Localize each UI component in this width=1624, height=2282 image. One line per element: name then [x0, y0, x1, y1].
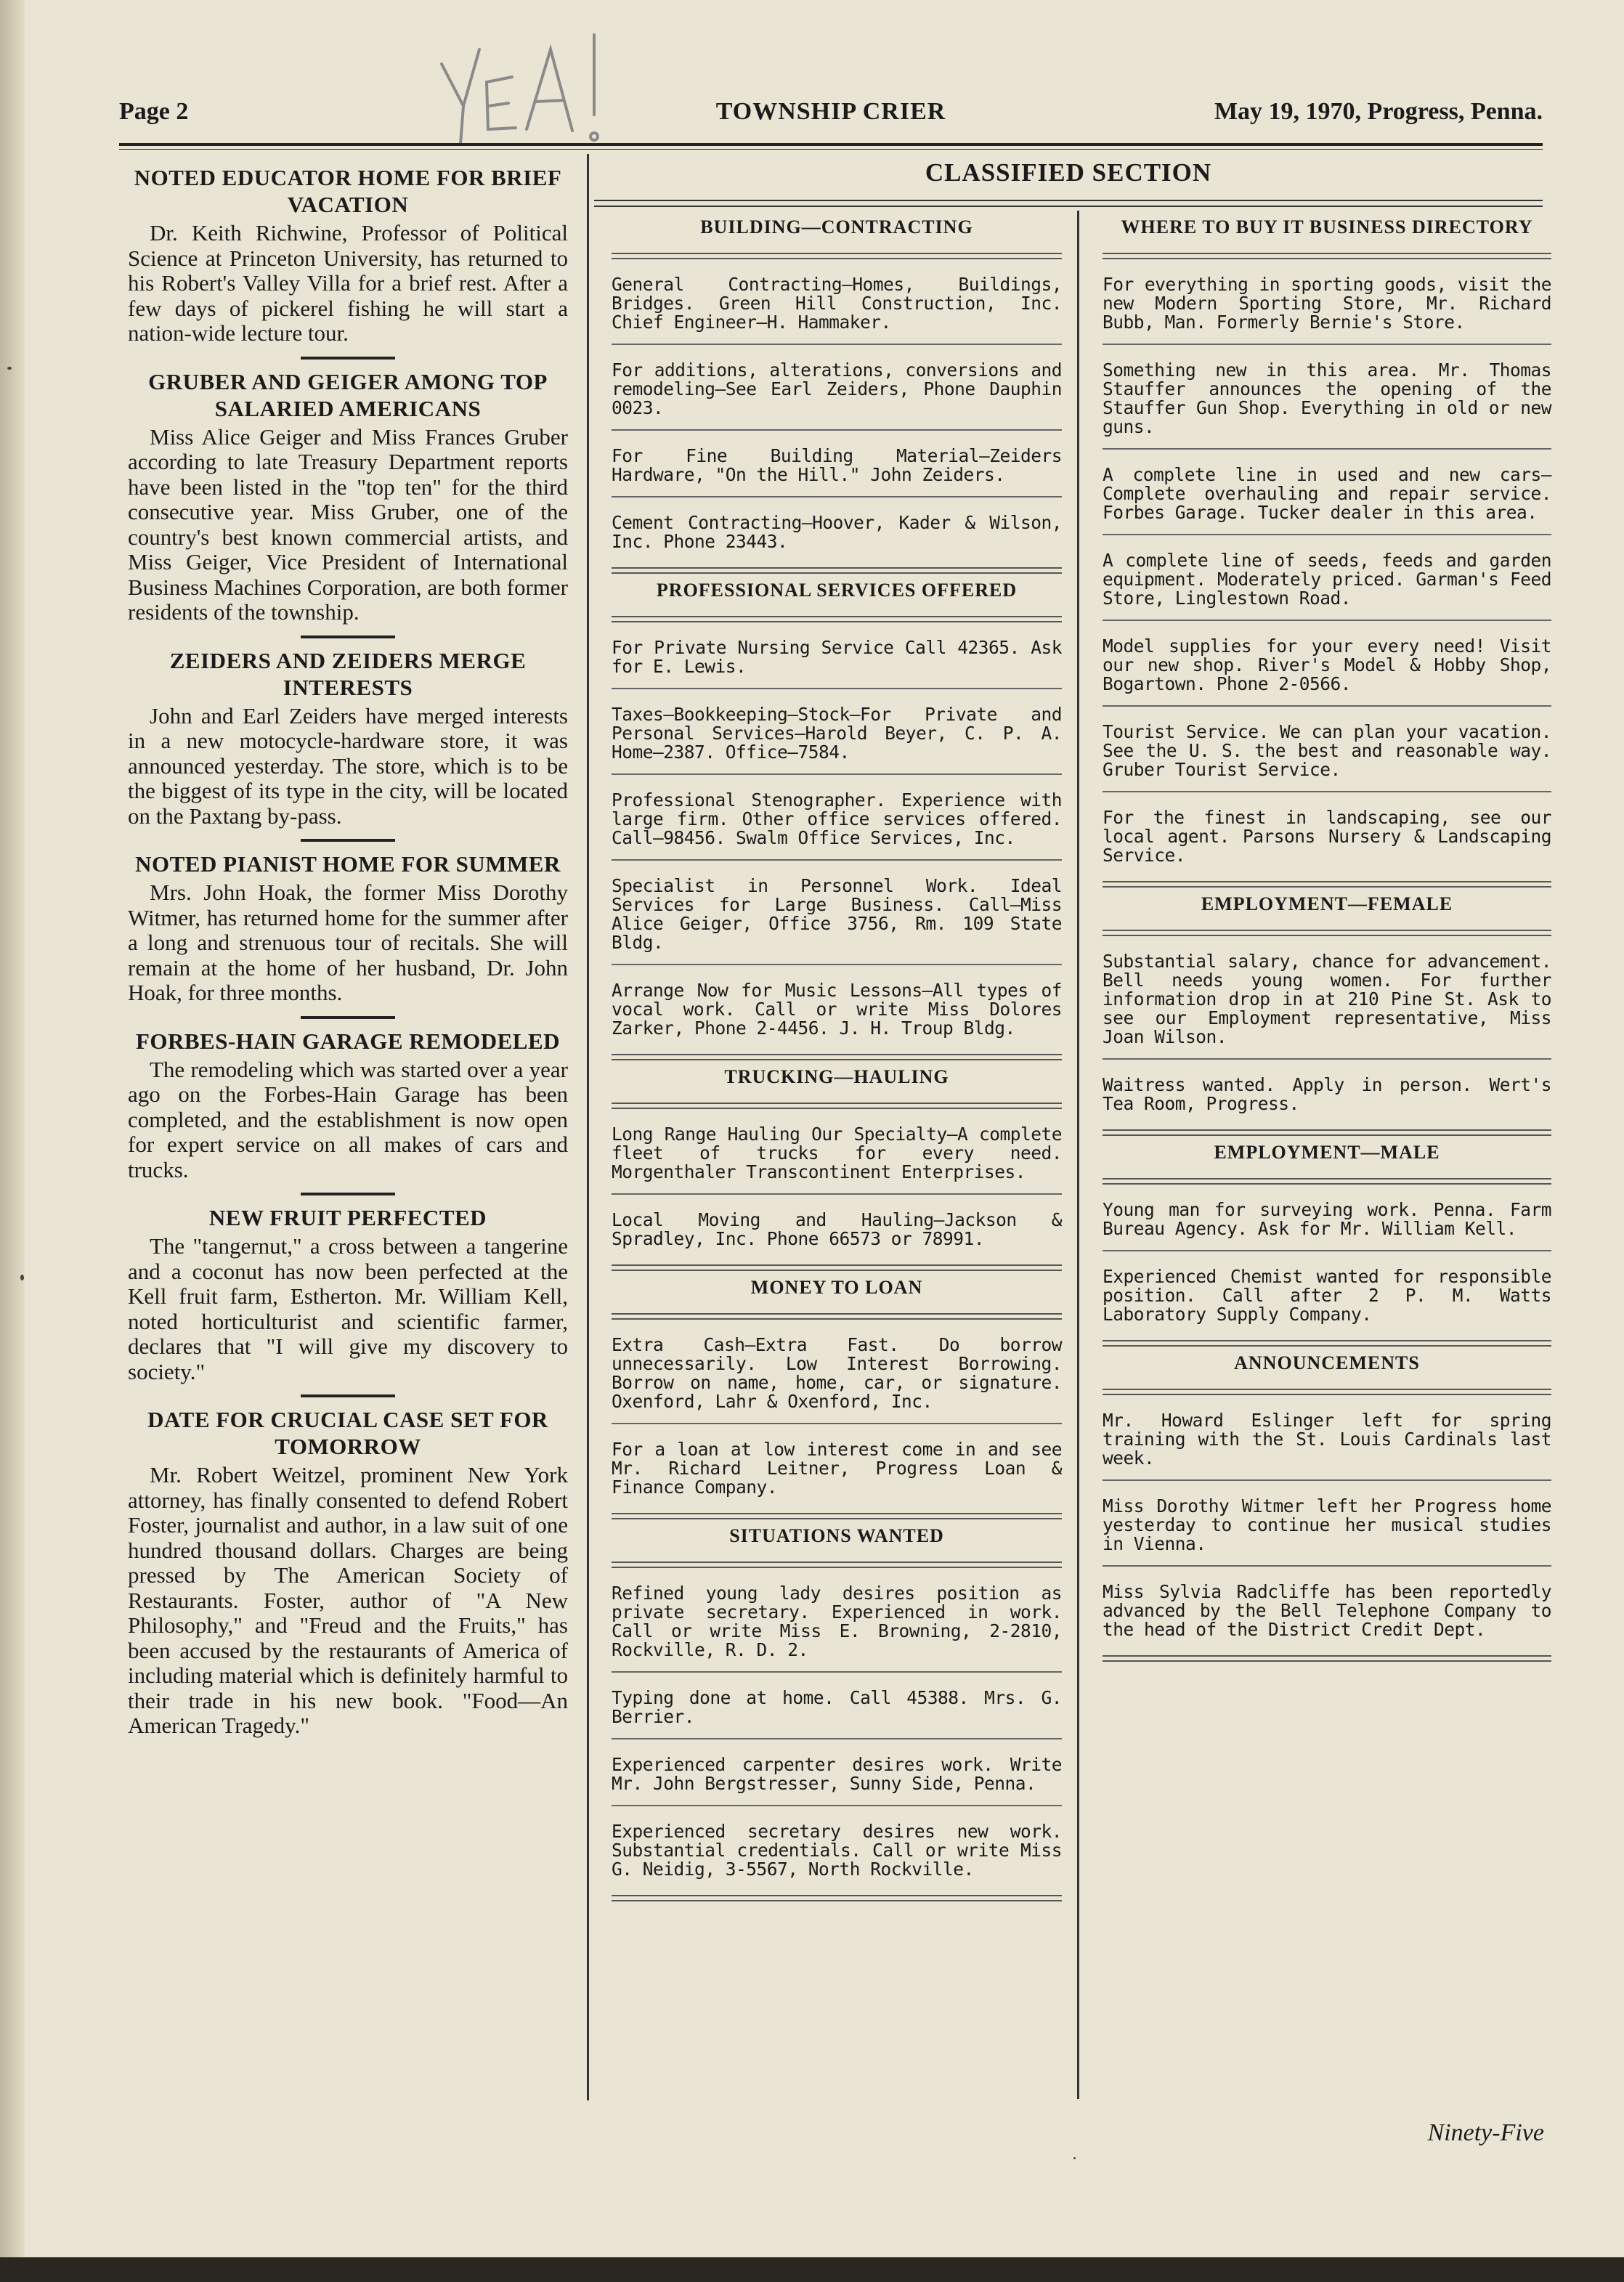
heading-rule	[612, 253, 1062, 259]
article-headline: FORBES-HAIN GARAGE REMODELED	[135, 1028, 561, 1054]
article-separator	[301, 1193, 395, 1195]
ad-separator	[1103, 344, 1551, 345]
article-body: Mrs. John Hoak, the former Miss Dorothy Witmer, has returned home for the summer after a long and strenuous tour of recitals. She will remain at the home of her husband, Dr. John Hoak, for three months.	[128, 880, 568, 1005]
classified-category-heading: BUILDING—CONTRACTING	[700, 216, 973, 237]
ad-separator	[612, 1895, 1062, 1901]
classified-ad: General Contracting—Homes, Buildings, Bridges. Green Hill Construction, Inc. Chief Engineer—H. Hammaker.	[612, 274, 1062, 333]
classified-category-heading: PROFESSIONAL SERVICES OFFERED	[656, 580, 1018, 601]
article-headline: GRUBER AND GEIGER AMONG TOP SALARIED AMERICANS	[148, 368, 548, 421]
ad-separator	[1103, 1340, 1551, 1347]
news-column	[128, 160, 568, 1739]
classified-ad: A complete line in used and new cars—Complete overhauling and repair service. Forbes Garage. Tucker dealer in this area.	[1103, 464, 1551, 523]
article-headline: DATE FOR CRUCIAL CASE SET FOR TOMORROW	[147, 1407, 548, 1459]
ad-separator	[1103, 1479, 1551, 1481]
ad-separator	[612, 688, 1062, 689]
classified-category-heading: EMPLOYMENT—MALE	[1214, 1142, 1440, 1163]
classified-ad: Experienced Chemist wanted for responsible position. Call after 2 P. M. Watts Laboratory Supply Company.	[1103, 1266, 1551, 1325]
ad-separator	[612, 964, 1062, 965]
classified-category-heading: SITUATIONS WANTED	[729, 1525, 944, 1546]
classified-ad: Long Range Hauling Our Specialty—A complete fleet of trucks for every need. Morgenthaler Transcontinent Enterprises.	[612, 1124, 1062, 1182]
classified-column-right	[1103, 211, 1551, 1666]
article-separator	[301, 1016, 395, 1019]
classified-ad: For Private Nursing Service Call 42365. Ask for E. Lewis.	[612, 637, 1062, 677]
ad-separator	[1103, 791, 1551, 792]
news-article	[128, 850, 568, 1019]
ad-separator	[612, 773, 1062, 775]
article-separator	[301, 357, 395, 360]
ad-separator	[1103, 448, 1551, 450]
heading-rule	[612, 1562, 1062, 1568]
classified-category-heading: EMPLOYMENT—FEMALE	[1201, 893, 1453, 914]
classified-ad: Specialist in Personnel Work. Ideal Services for Large Business. Call—Miss Alice Geiger, Office 3756, Rm. 109 State Bldg.	[612, 875, 1062, 953]
page-footer-number: Ninety-Five	[1427, 2119, 1544, 2146]
heading-rule	[1103, 930, 1551, 936]
column-divider-right	[1077, 211, 1079, 2099]
classified-ad: Arrange Now for Music Lessons—All types of vocal work. Call or write Miss Dolores Zarker, Phone 2-4456. J. H. Troup Bldg.	[612, 980, 1062, 1039]
classified-ad: Waitress wanted. Apply in person. Wert's Tea Room, Progress.	[1103, 1074, 1551, 1114]
ad-separator	[612, 859, 1062, 861]
article-separator	[301, 1394, 395, 1397]
heading-rule	[1103, 1389, 1551, 1395]
article-body: John and Earl Zeiders have merged interests in a new motocycle-hardware store, it was announced yesterday. The store, which is to be the biggest of its type in the city, will be located on the Paxtang by-pass.	[128, 702, 568, 829]
ad-separator	[612, 1738, 1062, 1739]
classified-title-rule	[594, 200, 1543, 207]
heading-rule	[612, 1103, 1062, 1109]
column-divider-left	[587, 154, 589, 2100]
ad-separator	[612, 1513, 1062, 1519]
article-headline: NOTED PIANIST HOME FOR SUMMER	[135, 851, 561, 877]
ad-separator	[612, 1193, 1062, 1195]
classified-ad: For everything in sporting goods, visit the new Modern Sporting Store, Mr. Richard Bubb, Man. Formerly Bernie's Store.	[1103, 274, 1551, 333]
article-separator	[301, 839, 395, 842]
article-body: Mr. Robert Weitzel, prominent New York attorney, has finally consented to defend Robert Foster, journalist and author, in a law suit of one hundred thousand dollars. Charges are being pressed by The American Society of Restaurants. Foster, author of "A New Philosophy," and "Freud and the Fruits," has been accused by the restaurants of America of including material which is definitely harmful to their trade in his new book. "Food—An American Tragedy."	[128, 1462, 568, 1738]
classified-category-heading: MONEY TO LOAN	[750, 1277, 923, 1298]
classified-ad: Local Moving and Hauling—Jackson & Spradley, Inc. Phone 66573 or 78991.	[612, 1209, 1062, 1249]
classified-ad: Taxes—Bookkeeping—Stock—For Private and Personal Services—Harold Beyer, C. P. A. Home—2387. Office—7584.	[612, 704, 1062, 763]
scan-bottom-edge	[0, 2257, 1624, 2282]
heading-rule	[612, 616, 1062, 622]
classified-ad: Professional Stenographer. Experience with large firm. Other office services offered. Call—98456. Swalm Office Services, Inc.	[612, 789, 1062, 848]
classified-ad: Miss Dorothy Witmer left her Progress home yesterday to continue her musical studies in Vienna.	[1103, 1495, 1551, 1554]
article-body: The remodeling which was started over a year ago on the Forbes-Hain Garage has been completed, and the establishment is now open for expert service on all makes of cars and trucks.	[128, 1056, 568, 1182]
classified-ad: Miss Sylvia Radcliffe has been reportedly advanced by the Bell Telephone Company to the head of the District Credit Dept.	[1103, 1581, 1551, 1640]
classified-category-heading: TRUCKING—HAULING	[724, 1066, 949, 1087]
classified-column-left	[612, 211, 1062, 1906]
classified-ad: For Fine Building Material—Zeiders Hardware, "On the Hill." John Zeiders.	[612, 445, 1062, 485]
classified-ad: For additions, alterations, conversions and remodeling—See Earl Zeiders, Phone Dauphin 0023.	[612, 360, 1062, 418]
news-article	[128, 1204, 568, 1397]
classified-ad: Cement Contracting—Hoover, Kader & Wilson, Inc. Phone 23443.	[612, 512, 1062, 552]
ad-separator	[1103, 1058, 1551, 1060]
heading-rule	[1103, 1178, 1551, 1185]
heading-rule	[612, 1313, 1062, 1320]
classified-ad: Substantial salary, chance for advancement. Bell needs young women. For further information drop in at 210 Pine St. Ask to see our Employment representative, Miss Joan Wilson.	[1103, 951, 1551, 1047]
article-body: The "tangernut," a cross between a tangerine and a coconut has now been perfected at the Kell fruit farm, Estherton. Mr. William Kell, noted horticulturist and scientific farmer, declares that "I will give my discovery to society."	[128, 1233, 568, 1384]
ad-separator	[612, 1423, 1062, 1424]
article-headline: ZEIDERS AND ZEIDERS MERGE INTERESTS	[169, 647, 527, 700]
ad-separator	[1103, 1250, 1551, 1251]
ad-separator	[1103, 705, 1551, 707]
publication-title: TOWNSHIP CRIER	[715, 98, 946, 125]
article-separator	[301, 636, 395, 638]
ad-separator	[612, 344, 1062, 345]
ad-separator	[1103, 1655, 1551, 1662]
news-article	[128, 1028, 568, 1196]
classified-ad: For the finest in landscaping, see our local agent. Parsons Nursery & Landscaping Service.	[1103, 807, 1551, 866]
heading-rule	[1103, 253, 1551, 259]
classified-ad: Young man for surveying work. Penna. Farm Bureau Agency. Ask for Mr. William Kell.	[1103, 1199, 1551, 1239]
classified-ad: Mr. Howard Eslinger left for spring training with the St. Louis Cardinals last week.	[1103, 1410, 1551, 1469]
classified-ad: Refined young lady desires position as private secretary. Experienced in work. Call or write Miss E. Browning, 2-2810, Rockville, R. D. 2.	[612, 1583, 1062, 1660]
classified-ad: Experienced carpenter desires work. Write Mr. John Bergstresser, Sunny Side, Penna.	[612, 1754, 1062, 1794]
classified-ad: Model supplies for your every need! Visit our new shop. River's Model & Hobby Shop, Bogartown. Phone 2-0566.	[1103, 636, 1551, 694]
classified-ad: Experienced secretary desires new work. Substantial credentials. Call or write Miss G. Neidig, 3-5567, North Rockville.	[612, 1821, 1062, 1880]
ad-separator	[612, 567, 1062, 574]
classified-ad: For a loan at low interest come in and see Mr. Richard Leitner, Progress Loan & Finance Company.	[612, 1439, 1062, 1498]
article-body: Dr. Keith Richwine, Professor of Political Science at Princeton University, has returned to his Robert's Valley Villa for a brief rest. After a few days of pickerel fishing he will start a nation-wide lecture tour.	[128, 220, 568, 346]
header-rule	[119, 143, 1543, 150]
page-header	[119, 98, 1543, 142]
ad-separator	[612, 496, 1062, 498]
classified-ad: Tourist Service. We can plan your vacation. See the U. S. the best and reasonable way. Gruber Tourist Service.	[1103, 721, 1551, 780]
classified-category-heading: WHERE TO BUY IT BUSINESS DIRECTORY	[1121, 216, 1533, 237]
article-body: Miss Alice Geiger and Miss Frances Gruber according to late Treasury Department reports have been listed in the "top ten" for the third consecutive year. Miss Gruber, one of the country's best known commercial artists, and Miss Geiger, Vice President of International Business Machines Corporation, are both former residents of the township.	[128, 423, 568, 625]
ad-separator	[612, 1805, 1062, 1806]
page-number: Page 2	[119, 98, 189, 125]
book-binding-shadow	[0, 0, 25, 2282]
publication-date: May 19, 1970, Progress, Penna.	[1214, 98, 1543, 125]
ad-separator	[1103, 534, 1551, 535]
ad-separator	[1103, 620, 1551, 621]
news-article	[128, 647, 568, 842]
article-headline: NEW FRUIT PERFECTED	[208, 1205, 487, 1230]
ad-separator	[1103, 881, 1551, 888]
news-article	[128, 368, 568, 638]
classified-ad: Extra Cash—Extra Fast. Do borrow unnecessarily. Low Interest Borrowing. Borrow on name, home, car, or signature. Oxenford, Lahr & Oxenford, Inc.	[612, 1334, 1062, 1412]
ad-separator	[1103, 1565, 1551, 1567]
news-article	[128, 164, 568, 360]
classified-section-title: CLASSIFIED SECTION	[925, 158, 1212, 187]
ad-separator	[612, 1671, 1062, 1673]
ad-separator	[612, 1054, 1062, 1060]
classified-ad: Something new in this area. Mr. Thomas Stauffer announces the opening of the Stauffer Gun Shop. Everything in old or new guns.	[1103, 360, 1551, 437]
classified-ad: Typing done at home. Call 45388. Mrs. G. Berrier.	[612, 1687, 1062, 1727]
classified-category-heading: ANNOUNCEMENTS	[1234, 1352, 1420, 1373]
ad-separator	[612, 429, 1062, 431]
ad-separator	[1103, 1129, 1551, 1136]
news-article	[128, 1406, 568, 1739]
article-headline: NOTED EDUCATOR HOME FOR BRIEF VACATION	[134, 165, 562, 217]
classified-ad: A complete line of seeds, feeds and garden equipment. Moderately priced. Garman's Feed Store, Linglestown Road.	[1103, 550, 1551, 609]
ad-separator	[612, 1264, 1062, 1271]
